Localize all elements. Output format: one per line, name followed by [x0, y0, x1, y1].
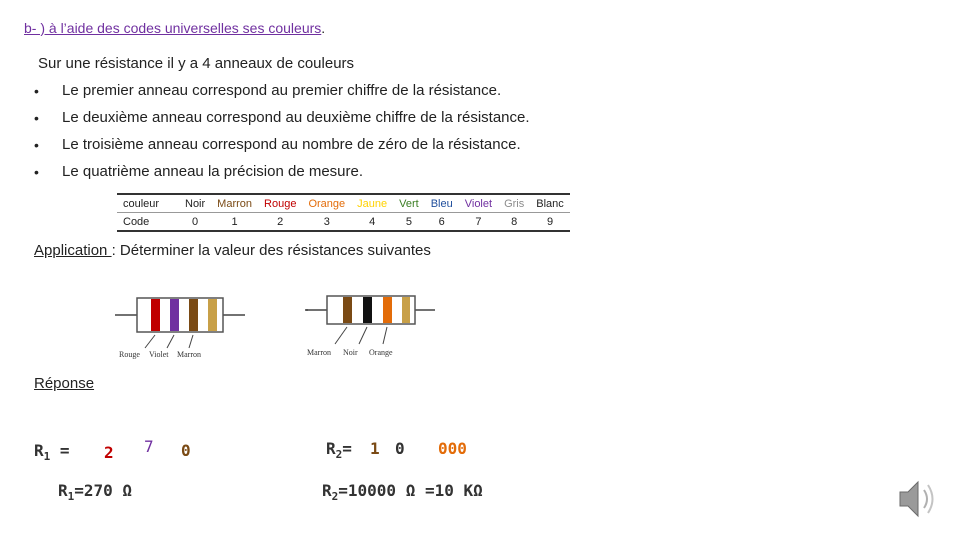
list-item	[34, 136, 530, 163]
bullet-text: Le troisième anneau correspond au nombre de zéro de la résistance.	[62, 136, 521, 153]
bullet-text: Le deuxième anneau correspond au deuxième chiffre de la résistance.	[62, 109, 530, 126]
section-heading	[24, 20, 325, 36]
pointer-arrow	[383, 327, 387, 344]
band-tolerance	[402, 297, 410, 323]
color-name-cell: Orange	[302, 194, 351, 213]
color-name-cell: Noir	[179, 194, 211, 213]
band-label: Marron	[307, 348, 331, 357]
r2-label	[326, 439, 352, 461]
code-cell: 6	[438, 215, 445, 228]
band-label: Violet	[149, 350, 169, 359]
r1-label	[34, 441, 70, 463]
list-item	[34, 82, 530, 109]
band-orange	[383, 297, 392, 323]
r1-result-symbol: R	[58, 481, 68, 500]
r1-digit-1: 2	[104, 443, 114, 462]
r1-digit-2: 7	[144, 437, 154, 456]
band-label: Rouge	[119, 350, 140, 359]
code-cell: 5	[405, 215, 412, 228]
color-name-cell: Jaune	[351, 194, 393, 213]
list-item	[34, 109, 530, 136]
r2-equals: =	[342, 439, 352, 458]
pointer-arrow	[145, 335, 155, 348]
lead-dot	[306, 309, 308, 311]
application-text: : Déterminer la valeur des résistances suivantes	[111, 242, 431, 259]
band-marron	[343, 297, 352, 323]
r2-subscript: 2	[335, 448, 343, 462]
r2-digit-2: 0	[395, 439, 405, 458]
pointer-arrow	[189, 335, 193, 348]
bullet-list	[34, 82, 530, 190]
r2-result	[322, 481, 483, 503]
resistor-2-diagram	[305, 290, 435, 362]
band-label: Marron	[177, 350, 201, 359]
color-name-cell: Marron	[211, 194, 258, 213]
code-cell: 1	[231, 215, 238, 228]
intro-text: Sur une résistance il y a 4 anneaux de couleurs	[38, 55, 355, 72]
band-noir	[363, 297, 372, 323]
pointer-arrow	[167, 335, 174, 348]
r1-result-value: =270 Ω	[74, 481, 133, 500]
r1-symbol: R	[34, 441, 44, 460]
band-tolerance	[208, 299, 217, 331]
list-item	[34, 163, 530, 190]
r2-digit-1: 1	[370, 439, 380, 458]
application-line	[34, 242, 431, 259]
band-label: Noir	[343, 348, 358, 357]
color-code-table	[117, 193, 570, 232]
application-label: Application	[34, 242, 112, 259]
code-cell: 9	[546, 215, 554, 228]
code-cell: 4	[369, 215, 376, 228]
table-row-colors	[117, 194, 570, 213]
bullet-icon: •	[34, 83, 39, 99]
section-heading-text: b- ) à l’aide des codes universelles ses couleurs	[24, 20, 322, 36]
r1-digit-3: 0	[181, 441, 191, 460]
r1-subscript: 1	[43, 450, 51, 464]
band-marron	[189, 299, 198, 331]
r2-result-symbol: R	[322, 481, 332, 500]
table-row-codes	[117, 213, 570, 232]
code-cell: 2	[277, 215, 284, 228]
bullet-icon: •	[34, 110, 39, 126]
table-header-code: Code	[123, 215, 150, 228]
r1-result	[58, 481, 132, 503]
bullet-icon: •	[34, 164, 39, 180]
color-name-cell: Violet	[459, 194, 498, 213]
pointer-arrow	[335, 327, 347, 344]
bullet-icon: •	[34, 137, 39, 153]
r2-digit-3: 000	[438, 439, 467, 458]
speaker-icon[interactable]	[894, 476, 942, 522]
color-name-cell: Blanc	[530, 194, 570, 213]
band-rouge	[151, 299, 160, 331]
code-cell: 0	[192, 215, 199, 228]
band-label: Orange	[369, 348, 393, 357]
r2-result-subscript: 2	[331, 490, 339, 504]
section-heading-period: .	[321, 20, 326, 36]
r1-equals: =	[50, 441, 70, 460]
bullet-text: Le premier anneau correspond au premier chiffre de la résistance.	[62, 82, 502, 99]
resistor-1-diagram	[115, 290, 245, 362]
table-header-couleur: couleur	[117, 194, 179, 213]
r2-symbol: R	[326, 439, 336, 458]
reponse-label: Réponse	[34, 375, 95, 392]
r2-result-value: =10000 Ω =10 KΩ	[338, 481, 483, 500]
color-name-cell: Vert	[393, 194, 425, 213]
bullet-text: Le quatrième anneau la précision de mesure.	[62, 163, 364, 180]
code-cell: 7	[475, 215, 482, 228]
color-name-cell: Gris	[498, 194, 530, 213]
code-cell: 8	[511, 215, 518, 228]
color-name-cell: Rouge	[258, 194, 302, 213]
code-cell: 3	[323, 215, 330, 228]
band-violet	[170, 299, 179, 331]
color-name-cell: Bleu	[425, 194, 459, 213]
pointer-arrow	[359, 327, 367, 344]
r1-result-subscript: 1	[67, 490, 75, 504]
